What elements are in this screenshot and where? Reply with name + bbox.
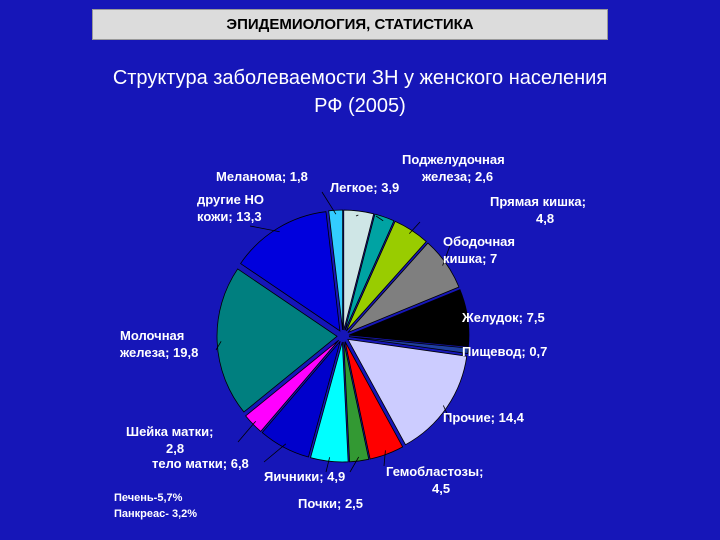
note-pancreas: Панкреас- 3,2% bbox=[114, 508, 198, 520]
slice-label-5: Пищевод; 0,7 bbox=[462, 344, 548, 359]
leader-line-13 bbox=[250, 226, 280, 232]
slice-label-14: Меланома; 1,8 bbox=[216, 169, 308, 184]
slice-label-7: Гемобластозы; 4,5 bbox=[386, 464, 484, 496]
leader-line-2 bbox=[409, 222, 420, 234]
leader-line-10 bbox=[264, 444, 286, 462]
slice-label-13: другие НО кожи; 13,3 bbox=[197, 192, 264, 224]
slice-label-9: Яичники; 4,9 bbox=[264, 469, 346, 484]
slice-label-2: Прямая кишка; 4,8 bbox=[490, 194, 586, 226]
header-text: ЭПИДЕМИОЛОГИЯ, СТАТИСТИКА bbox=[226, 16, 474, 33]
slice-label-11: Шейка матки; 2,8 bbox=[126, 424, 214, 456]
note-liver: Печень-5,7% bbox=[114, 492, 183, 504]
slice-label-0: Легкое; 3,9 bbox=[330, 180, 400, 195]
slice-label-6: Прочие; 14,4 bbox=[443, 410, 524, 425]
title-line-1: Структура заболеваемости ЗН у женского населения bbox=[112, 67, 608, 89]
leader-line-11 bbox=[238, 421, 256, 442]
slice-label-10: тело матки; 6,8 bbox=[152, 456, 249, 471]
slice-label-8: Почки; 2,5 bbox=[298, 496, 364, 511]
slice-label-1: Поджелудочная железа; 2,6 bbox=[402, 152, 505, 184]
slice-label-3: Ободочная кишка; 7 bbox=[443, 234, 515, 266]
pie-slices bbox=[217, 210, 469, 462]
slice-label-12: Молочная железа; 19,8 bbox=[120, 328, 199, 360]
slice-label-4: Желудок; 7,5 bbox=[462, 310, 545, 325]
title-line-2: РФ (2005) bbox=[314, 95, 406, 117]
